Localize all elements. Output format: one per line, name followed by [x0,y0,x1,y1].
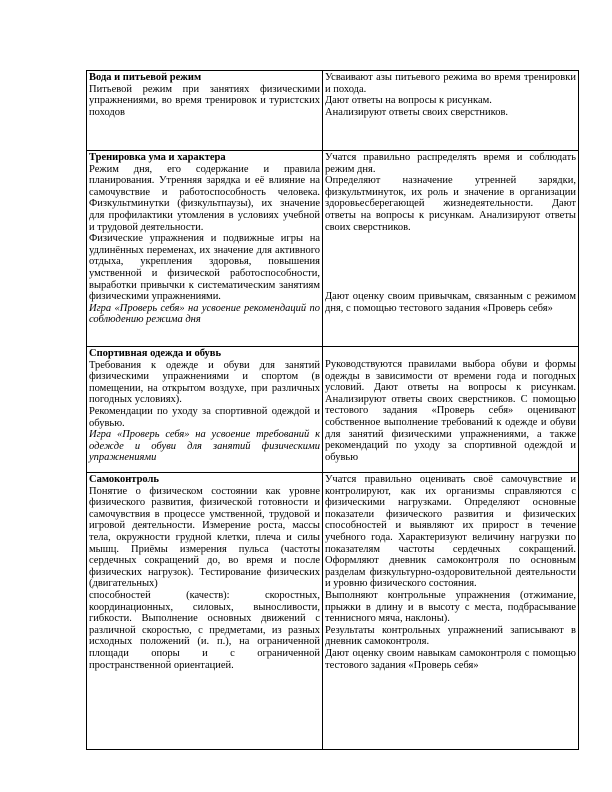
activity-text: Результаты контрольных упражнений записывают в дневник самоконтроля. [325,624,576,648]
table-row [87,71,579,151]
section-title: Вода и питьевой режим [89,72,202,83]
activity-text: Дают оценку своим навыкам самоконтроля с помощью тестового задания «Проверь себя» [325,647,576,671]
game-note: Игра «Проверь себя» на усвоение требований к одежде и обуви для занятий физическими упражнениями [89,429,320,464]
table-row [87,151,579,347]
activity-text: Учатся правильно распределять время и соблюдать режим дня. [325,152,576,175]
section-title: Тренировка ума и характера [89,152,226,163]
table-row [87,347,579,473]
activity-cell [323,71,579,151]
curriculum-table [86,70,579,750]
activity-text: Усваивают азы питьевого режима во время тренировки и похода. [325,72,576,95]
topic-cell [87,347,323,473]
activity-text: Дают оценку своим привычкам, связанным с режимом дня, с помощью тестового задания «Проверь себя» [325,291,576,314]
spacer [325,348,576,359]
table-row [87,473,579,750]
topic-content: Требования к одежде и обуви для занятий физическими упражнениями и спортом (в помещении, на открытом воздухе, при различных погодных условиях). [89,359,320,406]
topic-content: способностей (качеств): скоростных, координационных, силовых, выносливости, гибкости. Выполнение основных движений с различной скоростью, с предметами, из разных исходных положений (и. п.), на ограниченной площади опоры и с ограниченной пространственной ориентацией. [89,589,320,671]
game-note: Игра «Проверь себя» на усвоение рекомендаций по соблюдению режима дня [89,302,320,326]
spacer [325,233,576,291]
topic-cell [87,473,323,750]
activity-text: Учатся правильно оценивать своё самочувствие и контролируют, как их организмы справляются с физическими нагрузками. Определяют основные показатели физического развития и физических способностей и выявляют их прирост в течение учебного года. Характеризуют величину нагрузки по показателям частоты сердечных сокращений. Оформляют дневник самоконтроля по основным разделам физкультурно-оздоровительной деятельности и уровню физического состояния. [325,474,576,590]
activity-text: Руководствуются правилами выбора обуви и формы одежды в зависимости от времени года и погодных условий. Дают ответы на вопросы к рисункам. Анализируют ответы своих сверстников. С помощью тестового задания «Проверь себя» оценивают собственное выполнение требований к одежде и обуви для занятий физическими упражнениями, а также рекомендаций по уходу за спортивной одеждой и обувью [325,359,576,463]
topic-cell [87,71,323,151]
topic-content: Понятие о физическом состоянии как уровне физического развития, физической готовности и самочувствия в процессе умственной, трудовой и игровой деятельности. Измерение роста, массы тела, окружности грудной клетки, плеча и силы мышц. Приёмы измерения пульса (частоты сердечных сокращений до, во время и после физических нагрузок). Тестирование физических (двигательных) [89,485,320,590]
topic-content: Физические упражнения и подвижные игры на удлинённых переменах, их значение для активного отдыха, укрепления здоровья, повышения умственной и физической работоспособности, выработки привычки к систематическим занятиям физическими упражнениями. [89,233,320,303]
activity-text: Выполняют контрольные упражнения (отжимание, прыжки в длину и в высоту с места, подбрасывание теннисного мяча, наклоны). [325,589,576,625]
activity-cell [323,347,579,473]
document-page [86,70,578,750]
topic-content: Рекомендации по уходу за спортивной одеждой и обувью. [89,405,320,429]
topic-content: Режим дня, его содержание и правила планирования. Утренняя зарядка и её влияние на самочувствие и работоспособность человека. Физкультминутки (физкультпаузы), их значение для профилактики утомления в условиях учебной и трудовой деятельности. [89,163,320,233]
section-title: Спортивная одежда и обувь [89,348,222,359]
section-title: Самоконтроль [89,474,159,485]
topic-cell [87,151,323,347]
activity-cell [323,473,579,750]
activity-text: Определяют назначение утренней зарядки, физкультминуток, их роль и значение в организации здоровьесберегающей жизнедеятельности. Дают ответы на вопросы к рисункам. Анализируют ответы своих сверстников. [325,175,576,233]
topic-content: Питьевой режим при занятиях физическими упражнениями, во время тренировок и туристских походов [89,83,320,118]
activity-text: Анализируют ответы своих сверстников. [325,106,509,118]
activity-text: Дают ответы на вопросы к рисункам. [325,95,492,107]
activity-cell [323,151,579,347]
